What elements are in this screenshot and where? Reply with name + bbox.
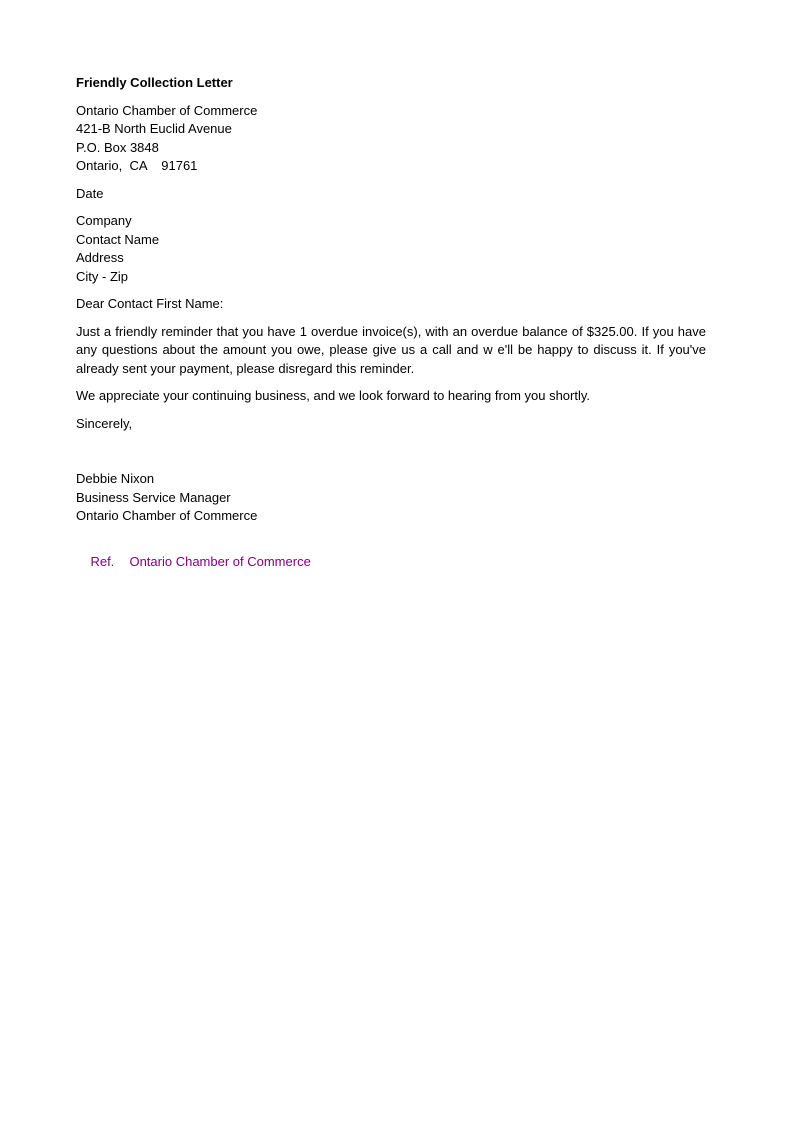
signature-space bbox=[76, 442, 706, 470]
reference-label: Ref. bbox=[90, 554, 115, 569]
recipient-line-3: Address bbox=[76, 250, 124, 265]
sender-address bbox=[76, 102, 706, 176]
sender-line-4: Ontario, CA 91761 bbox=[76, 158, 198, 173]
salutation: Dear Contact First Name: bbox=[76, 296, 224, 311]
date-text: Date bbox=[76, 185, 104, 201]
signature-block bbox=[76, 470, 706, 526]
reference-line bbox=[76, 535, 706, 591]
signer-name: Debbie Nixon bbox=[76, 471, 155, 486]
sender-line-1: Ontario Chamber of Commerce bbox=[76, 102, 258, 118]
letter-date bbox=[76, 185, 706, 204]
sender-line-2: 421-B North Euclid Avenue bbox=[76, 121, 232, 136]
body-paragraph-1: Just a friendly reminder that you have 1 overdue invoice(s), with an overdue balance of $325.00. If you have any questions about the amount you owe, please give us a call and w e'll be happy to discuss it. If you've already sent your payment, please disregard this reminder. bbox=[76, 323, 706, 376]
recipient-address bbox=[76, 212, 706, 286]
recipient-line-4: City - Zip bbox=[76, 268, 128, 284]
recipient-line-2: Contact Name bbox=[76, 231, 160, 247]
closing: Sincerely, bbox=[76, 415, 133, 431]
signer-organization: Ontario Chamber of Commerce bbox=[76, 508, 258, 523]
letter-page bbox=[76, 74, 706, 590]
recipient-line-1: Company bbox=[76, 213, 132, 228]
reference-value: Ontario Chamber of Commerce bbox=[129, 554, 311, 569]
body-paragraph-2: We appreciate your continuing business, and we look forward to hearing from you shortly. bbox=[76, 388, 591, 403]
letter-title: Friendly Collection Letter bbox=[76, 75, 233, 90]
sender-line-3: P.O. Box 3848 bbox=[76, 139, 159, 155]
signer-title: Business Service Manager bbox=[76, 489, 231, 505]
